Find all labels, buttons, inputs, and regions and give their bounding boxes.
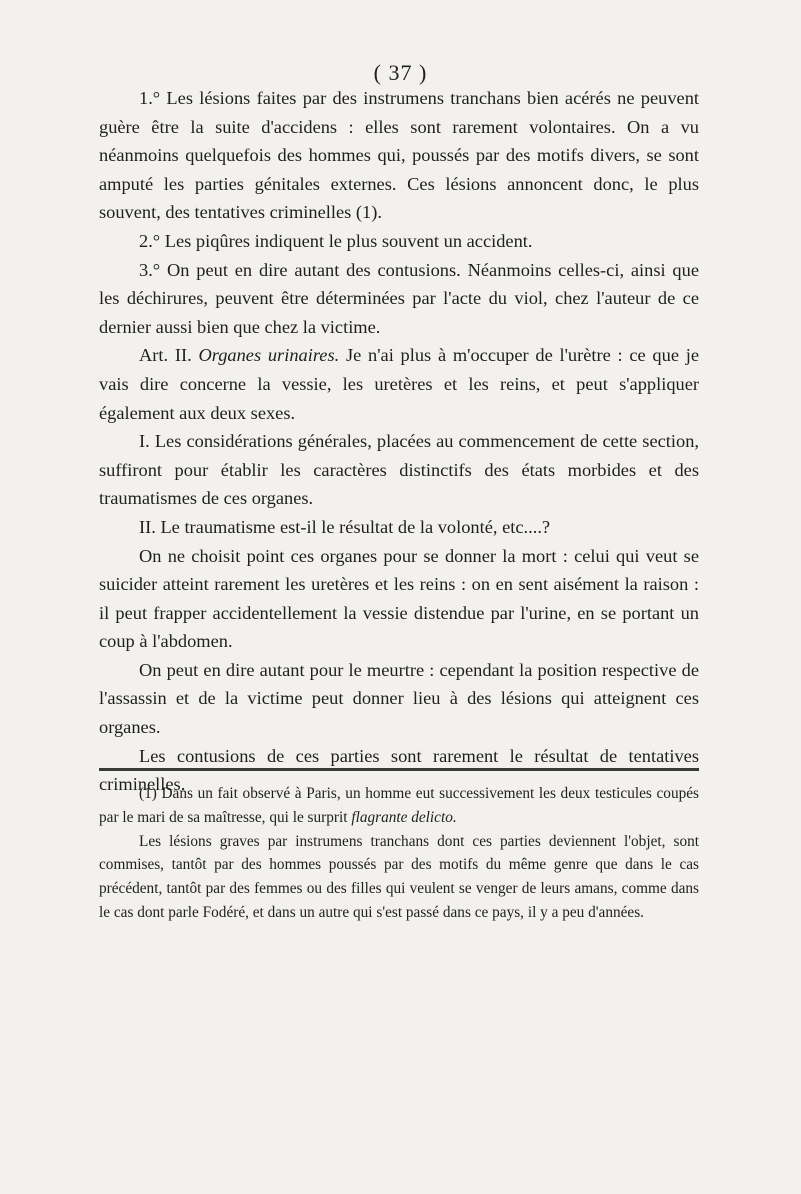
footnote-reference: (1).: [355, 202, 382, 223]
paragraph-3: 3.° On peut en dire autant des contusions. Néanmoins celles-ci, ainsi que les déchirures, peuvent être déterminées par l'acte du viol, chez l'auteur de ce dernier aussi bien que chez la victime.: [99, 259, 699, 337]
footnote-separator: [99, 768, 699, 771]
footnote-1-italic: flagrante delicto.: [351, 808, 457, 826]
paragraph-4: [99, 341, 699, 427]
paragraph-8: On peut en dire autant pour le meurtre : cependant la position respective de l'assassin et de la victime peut donner lieu à des lésions qui atteignent ces organes.: [99, 659, 699, 738]
paragraph-5: I. Les considérations générales, placées au commencement de cette section, suffiront pour établir les caractères distinctifs des états morbides et des traumatismes de ces organes.: [99, 431, 699, 509]
paragraph-4-text: Je n'ai plus à m'occuper de l'urètre : ce que je vais dire concerne la vessie, les uretères et les reins, et peut s'appliquer également aux deux sexes.: [99, 345, 699, 423]
paragraph-1-text: 1.° Les lésions faites par des instrumens tranchans bien acérés ne peuvent guère être la suite d'accidens : elles sont rarement volontaires. On a vu néanmoins quelquefois des hommes qui, poussés par des motifs divers, se sont amputé les parties génitales externes. Ces lésions annoncent donc, le plus souvent, des tentatives criminelles: [99, 88, 699, 223]
footnote-1: [99, 782, 699, 830]
page-number: ( 37 ): [373, 60, 428, 85]
paragraph-9: Les contusions de ces parties sont rarement le résultat de tentatives criminelles.: [99, 745, 699, 795]
footnote-2: Les lésions graves par instrumens tranchans dont ces parties deviennent l'objet, sont commises, tantôt par des hommes poussés par des motifs du même genre que dans le cas précédent, tantôt par des femmes ou des filles qui veulent se venger de leurs amans, comme dans le cas dont parle Fodéré, et dans un autre qui s'est passé dans ce pays, il y a peu d'années.: [99, 832, 699, 921]
section-title: Organes urinaires.: [198, 345, 340, 366]
paragraph-7: On ne choisit point ces organes pour se donner la mort : celui qui veut se suicider atteint rarement les uretères et les reins : on en sent aisément la raison : il peut frapper accidentellement la vessie distendue par l'urine, en se portant un coup à l'abdomen.: [99, 545, 699, 652]
footnote-1-text: (1) Dans un fait observé à Paris, un homme eut successivement les deux testicules coupés par le mari de sa maîtresse, qui le surprit: [99, 785, 699, 826]
paragraph-1: [99, 84, 699, 227]
article-number: Art. II.: [139, 345, 192, 366]
footnotes: [99, 782, 699, 925]
paragraph-6: II. Le traumatisme est-il le résultat de la volonté, etc....?: [139, 516, 551, 537]
paragraph-2: 2.° Les piqûres indiquent le plus souvent un accident.: [139, 230, 533, 251]
main-text: [99, 84, 699, 799]
